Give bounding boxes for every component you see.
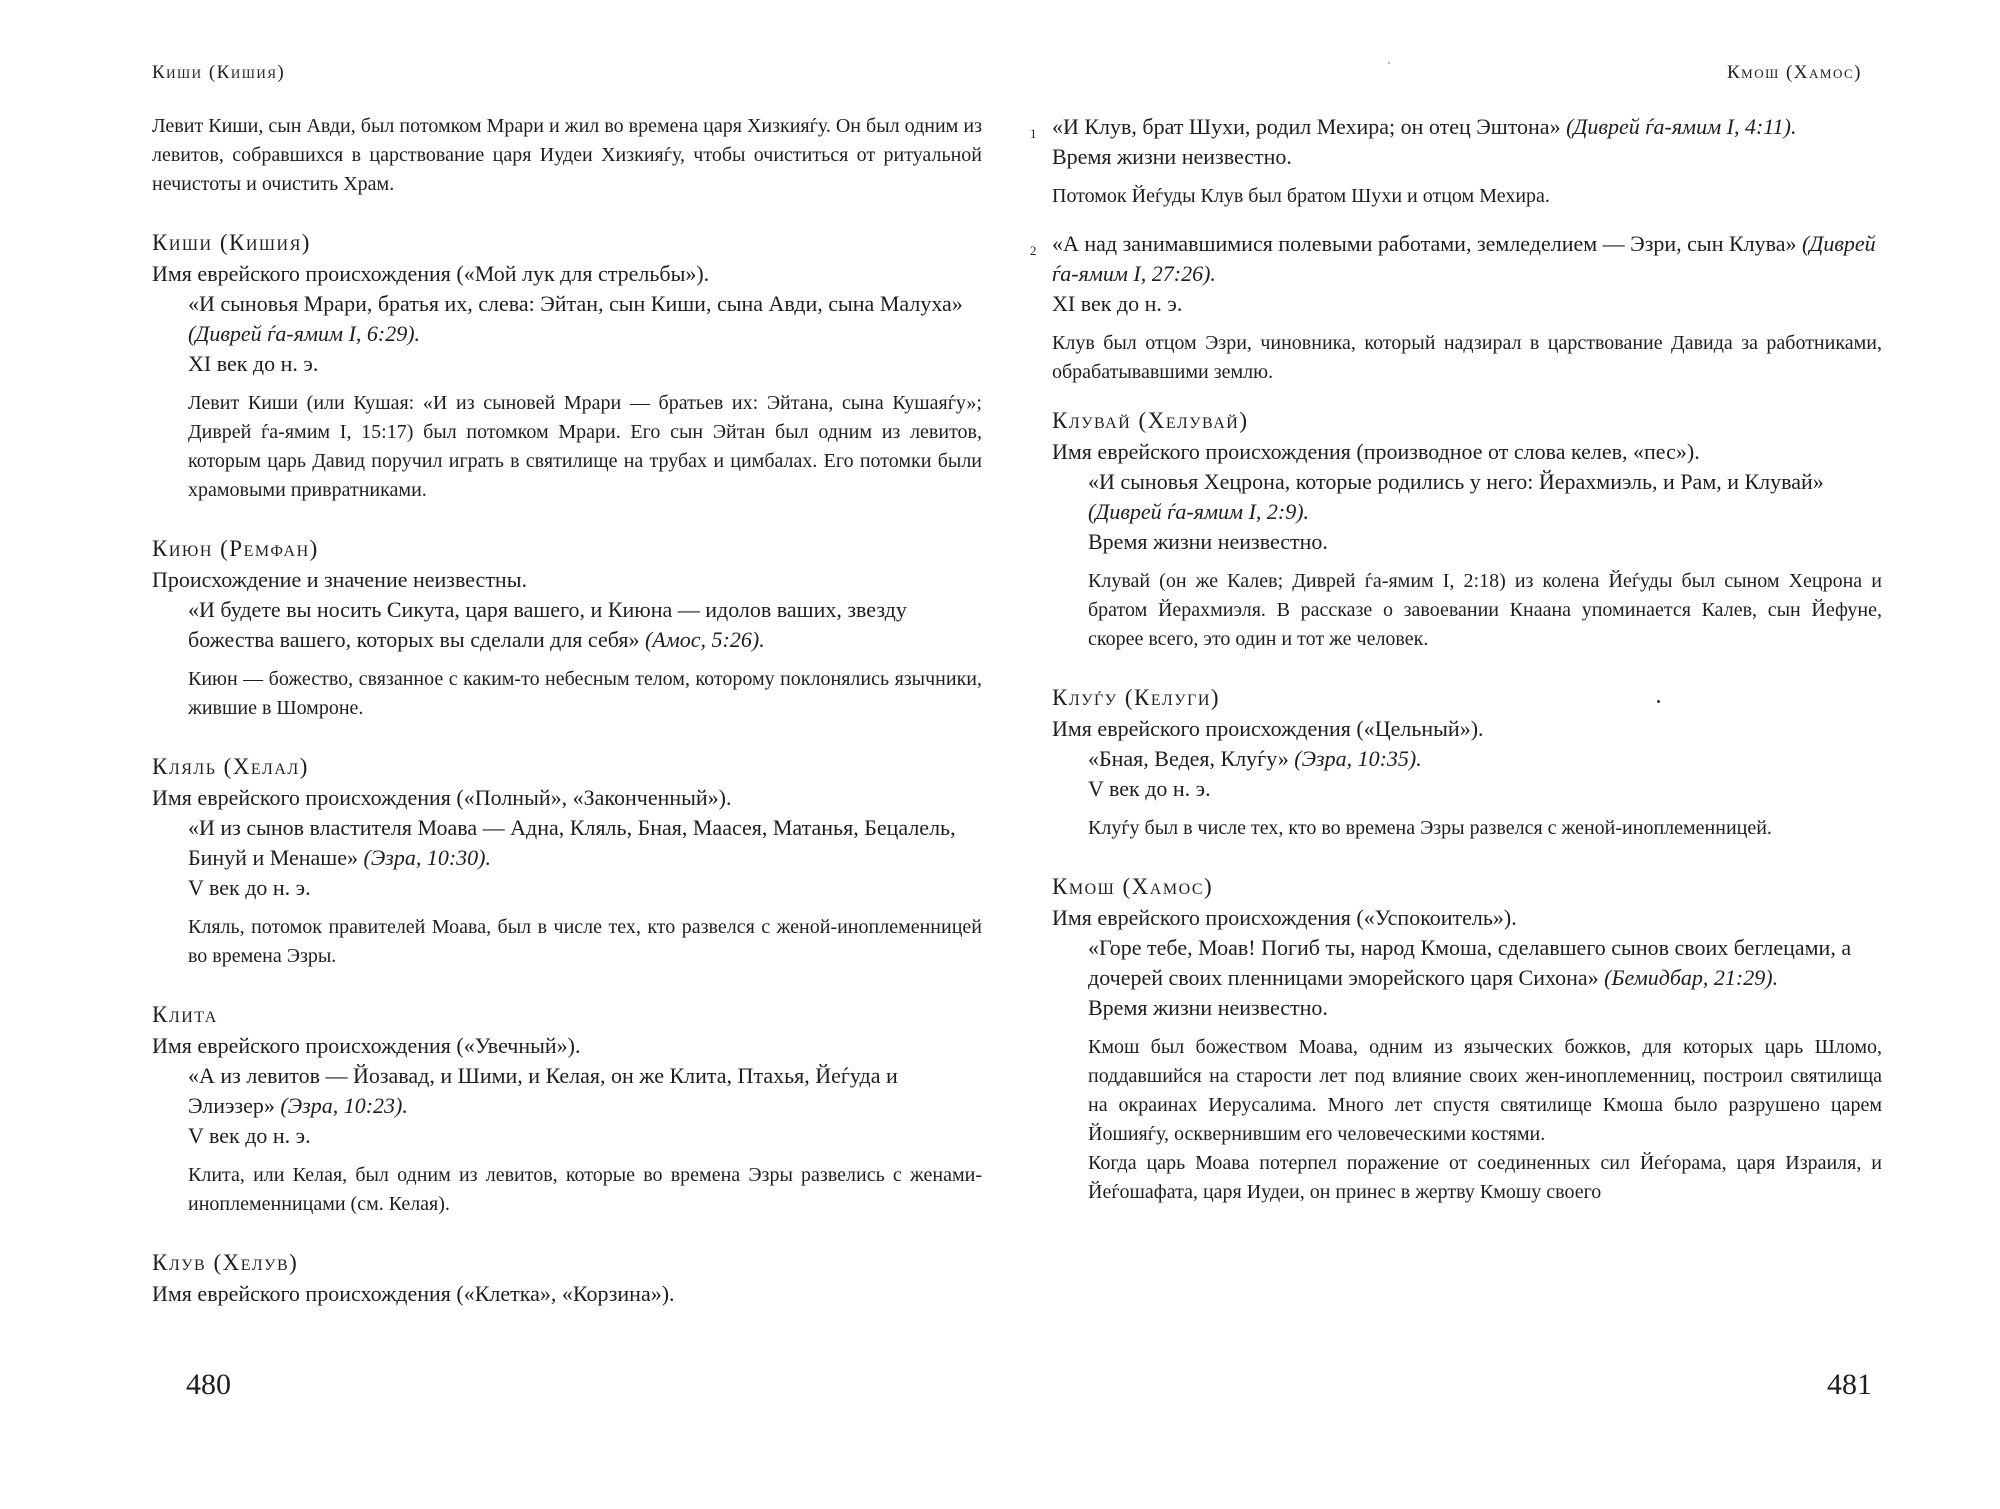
entry-era: V век до н. э.	[1088, 776, 1211, 801]
entry-quote	[1052, 933, 1882, 993]
quote-text: «И из сынов властителя Моава — Адна, Кляль, Бная, Маасея, Матанья, Бецалель, Бинуй и Менаше»	[188, 815, 956, 870]
entry-kishi	[152, 227, 982, 505]
entry-quote	[1052, 229, 1882, 289]
right-page	[1000, 0, 2000, 1509]
entry-era: XI век до н. э.	[188, 351, 319, 376]
entry-quote	[1052, 112, 1882, 142]
entry-origin: Имя еврейского происхождения («Увечный»).	[152, 1033, 581, 1058]
entry-description: Клув был отцом Эзри, чиновника, который надзирал в царствование Давида за работниками, обрабатывавшими землю.	[1052, 332, 1882, 383]
subentry-number: 1	[1030, 126, 1037, 141]
entry-kluvay	[1052, 405, 1882, 654]
entry-title: Киши (Кишия)	[152, 230, 311, 255]
entry-klita	[152, 999, 982, 1219]
quote-citation: (Эзра, 10:35).	[1294, 746, 1422, 771]
entry-era: V век до н. э.	[188, 1123, 311, 1148]
quote-citation: (Эзра, 10:30).	[363, 845, 491, 870]
entry-description: Киюн — божество, связанное с каким-то небесным телом, которому поклонялись язычники, жившие в Шомроне.	[188, 668, 982, 719]
entry-origin: Имя еврейского происхождения («Полный», «Законченный»).	[152, 785, 732, 810]
page-number: 480	[186, 1368, 231, 1401]
running-head: Кмош (Хамос)	[1726, 62, 1862, 83]
entry-era: V век до н. э.	[188, 875, 311, 900]
entry-kluv	[152, 1247, 982, 1309]
quote-citation: (Диврей ѓа-ямим I, 4:11).	[1566, 114, 1797, 139]
subentry	[1030, 112, 1882, 211]
quote-citation: (Диврей ѓа-ямим I, 27:26).	[1052, 231, 1876, 286]
entry-description: Кмош был божеством Моава, одним из языческих божков, для которых царь Шломо, поддавшийся на старости лет под влияние своих жен-иноплеменниц, построил святилища на окраинах Иерусалима. Много лет спустя святилище Кмоша было разрушено царем Йошияѓу, осквернившим его человеческими костями.	[1088, 1036, 1882, 1145]
entry-origin: Имя еврейского происхождения («Мой лук для стрельбы»).	[152, 261, 710, 286]
entry-continuation	[152, 112, 982, 199]
entry-title: Кмош (Хамос)	[1052, 874, 1214, 899]
entry-description: Клувай (он же Калев; Диврей ѓа-ямим I, 2:18) из колена Йеѓуды был сыном Хецрона и братом Йерахмиэля. В рассказе о завоевании Кнаана упоминается Калев, сын Йефуне, скорее всего, это один и тот же человек.	[1088, 570, 1882, 650]
quote-text: «И сыновья Хецрона, которые родились у него: Йерахмиэль, и Рам, и Клувай»	[1088, 469, 1824, 494]
entry-description: Потомок Йеѓуды Клув был братом Шухи и отцом Мехира.	[1052, 185, 1550, 207]
quote-citation: (Амос, 5:26).	[644, 627, 765, 652]
entry-era: XI век до н. э.	[1052, 291, 1183, 316]
entry-kluhu	[1052, 682, 1882, 843]
entry-era: Время жизни неизвестно.	[1088, 529, 1328, 554]
entry-title: Клита	[152, 1002, 218, 1027]
quote-citation: (Диврей ѓа-ямим I, 2:9).	[1088, 499, 1310, 524]
entry-title: Клуѓу (Келуги)	[1052, 685, 1221, 710]
entry-quote	[1052, 467, 1882, 527]
subentry	[1030, 229, 1882, 387]
entry-quote	[152, 1061, 982, 1121]
entry-origin: Имя еврейского происхождения («Цельный»).	[1052, 716, 1484, 741]
text-column	[1030, 112, 1882, 1235]
entry-description: Левит Киши (или Кушая: «И из сыновей Мрари — братьев их: Эйтана, сына Кушаяѓу»; Диврей ѓа-ямим I, 15:17) был потомком Мрари. Его сын Эйтан был одним из левитов, которым царь Давид поручил играть в святилище на трубах и цимбалах. Его потомки были храмовыми привратниками.	[188, 392, 982, 501]
entry-quote	[1052, 744, 1882, 774]
entry-kmosh	[1052, 871, 1882, 1207]
entry-era: Время жизни неизвестно.	[1052, 144, 1292, 169]
entry-origin: Имя еврейского происхождения (производное от слова келев, «пес»).	[1052, 439, 1700, 464]
entry-quote	[152, 595, 982, 655]
page-number: 481	[1827, 1368, 1872, 1401]
entry-origin: Происхождение и значение неизвестны.	[152, 567, 527, 592]
text-column	[152, 112, 982, 1337]
entry-quote	[152, 813, 982, 873]
entry-title: Киюн (Ремфан)	[152, 536, 319, 561]
quote-text: «И сыновья Мрари, братья их, слева: Эйтан, сын Киши, сына Авди, сына Малуха»	[188, 291, 963, 316]
entry-kiyun	[152, 533, 982, 723]
quote-citation: (Диврей ѓа-ямим I, 6:29).	[188, 321, 421, 346]
quote-text: «И будете вы носить Сикута, царя вашего, и Киюна — идолов ваших, звезду божества вашего, которых вы сделали для себя»	[188, 597, 907, 652]
quote-text: «Бная, Ведея, Клуѓу»	[1088, 746, 1289, 771]
entry-era: Время жизни неизвестно.	[1088, 995, 1328, 1020]
entry-klal	[152, 751, 982, 971]
quote-text: «А из левитов — Йозавад, и Шими, и Келая, он же Клита, Птахья, Йеѓуда и Элиэзер»	[188, 1063, 898, 1118]
subentry-number: 2	[1030, 243, 1037, 258]
scan-artifact	[1388, 62, 1390, 64]
running-head: Киши (Кишия)	[152, 62, 286, 83]
quote-text: «А над занимавшимися полевыми работами, земледелием — Эзри, сын Клува»	[1052, 231, 1797, 256]
entry-title: Клувай (Хелувай)	[1052, 408, 1249, 433]
entry-description: Кляль, потомок правителей Моава, был в числе тех, кто развелся с женой-иноплеменницей во времена Эзры.	[188, 916, 982, 967]
entry-description: Клуѓу был в числе тех, кто во времена Эзры развелся с женой-иноплеменницей.	[1088, 817, 1772, 839]
quote-text: «Горе тебе, Моав! Погиб ты, народ Кмоша, сделавшего сынов своих беглецами, а дочерей своих пленницами эморейского царя Сихона»	[1088, 935, 1852, 990]
entry-origin: Имя еврейского происхождения («Успокоитель»).	[1052, 905, 1517, 930]
quote-text: «И Клув, брат Шухи, родил Мехира; он отец Эштона»	[1052, 114, 1561, 139]
quote-citation: (Бемидбар, 21:29).	[1604, 965, 1779, 990]
entry-description-continued: Когда царь Моава потерпел поражение от соединенных сил Йеѓорама, царя Израиля, и Йеѓошафата, царя Иудеи, он принес в жертву Кмошу своего	[1088, 1152, 1882, 1203]
entry-title: Кляль (Хелал)	[152, 754, 309, 779]
entry-title: Клув (Хелув)	[152, 1250, 299, 1275]
entry-description: Левит Киши, сын Авди, был потомком Мрари и жил во времена царя Хизкияѓу. Он был одним из левитов, собравшихся в царствование царя Иудеи Хизкияѓу, чтобы очиститься от ритуальной нечистоты и очистить Храм.	[152, 115, 982, 195]
entry-origin: Имя еврейского происхождения («Клетка», «Корзина»).	[152, 1281, 675, 1306]
entry-description: Клита, или Келая, был одним из левитов, которые во времена Эзры развелись с женами-иноплеменницами (см. Келая).	[188, 1164, 982, 1215]
stray-ink-dot	[1657, 700, 1660, 703]
entry-quote	[152, 289, 982, 349]
quote-citation: (Эзра, 10:23).	[280, 1093, 408, 1118]
